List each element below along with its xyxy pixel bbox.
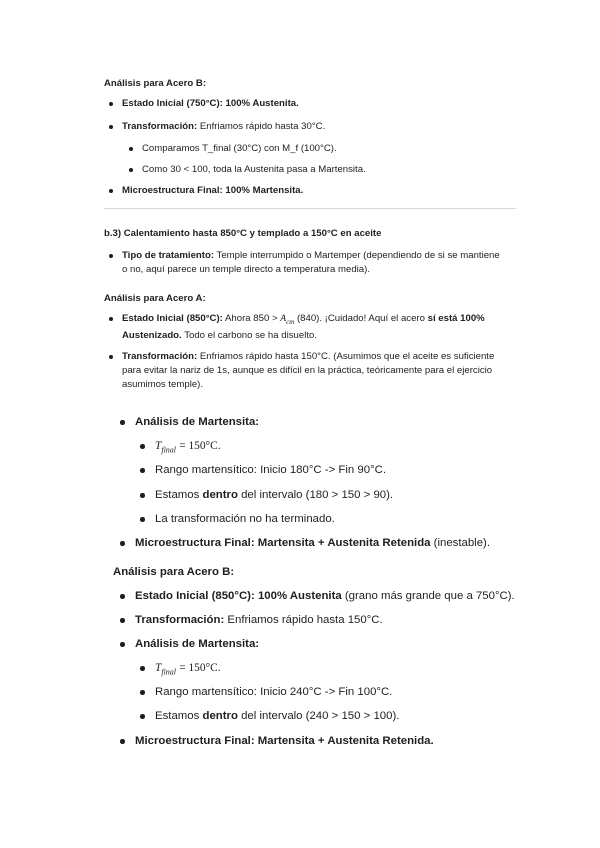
- list-item: Estado Inicial (750°C): 100% Austenita.: [122, 98, 299, 109]
- sub-list-item: $T_{final} = 150^\circ C$.: [155, 660, 221, 680]
- sub-list-item: La transformación no ha terminado.: [155, 513, 335, 525]
- list-item: Microestructura Final: Martensita + Austenita Retenida (inestable).: [135, 537, 491, 549]
- acero-a-heading: Análisis para Acero A:: [104, 293, 206, 304]
- acero-b-heading: Análisis para Acero B:: [104, 78, 207, 89]
- sub-list-item: Estamos dentro del intervalo (180 > 150 > 90).: [155, 489, 394, 501]
- list-item: Transformación: Enfriamos rápido hasta 30°C.: [122, 121, 326, 132]
- sub-list-item: $T_{final} = 150^\circ C$.: [155, 438, 221, 458]
- sub-list-item: Como 30 < 100, toda la Austenita pasa a Martensita.: [142, 164, 366, 175]
- sub-list-item: Estamos dentro del intervalo (240 > 150 > 100).: [155, 710, 400, 722]
- acero-b-heading: Análisis para Acero B:: [113, 566, 235, 578]
- list-item: Estado Inicial (850°C): Ahora $850 > A_{cm}$ (840). ¡Cuidado! Aquí el acero sí está 100% Austenizado. Todo el carbono se ha disuelto.: [122, 312, 517, 343]
- list-item: Transformación: Enfriamos rápido hasta 150°C. (Asumimos que el aceite es suficiente para evitar la nariz de 1s, aunque es difícil en la práctica, teóricamente para el ejercicio asumimos temple).: [122, 350, 522, 392]
- list-item: Análisis de Martensita:: [135, 638, 260, 650]
- section-heading: b.3) Calentamiento hasta 850°C y templado a 150°C en aceite: [104, 228, 382, 239]
- list-item: Tipo de tratamiento: Temple interrumpido o Martemper (dependiendo de si se mantiene o no, aquí parece un temple directo a temperatura media).: [122, 249, 517, 277]
- section-divider: [104, 208, 516, 209]
- list-item: Análisis de Martensita:: [135, 416, 260, 428]
- sub-list-item: Rango martensítico: Inicio 180°C -> Fin 90°C.: [155, 464, 387, 476]
- list-item: Estado Inicial (850°C): 100% Austenita (grano más grande que a 750°C).: [135, 590, 515, 602]
- list-item: Transformación: Enfriamos rápido hasta 150°C.: [135, 614, 383, 626]
- list-item: Microestructura Final: Martensita + Austenita Retenida.: [135, 735, 434, 747]
- sub-list-item: Comparamos T_final (30°C) con M_f (100°C).: [142, 143, 337, 154]
- list-item: Microestructura Final: 100% Martensita.: [122, 185, 304, 196]
- sub-list-item: Rango martensítico: Inicio 240°C -> Fin 100°C.: [155, 686, 393, 698]
